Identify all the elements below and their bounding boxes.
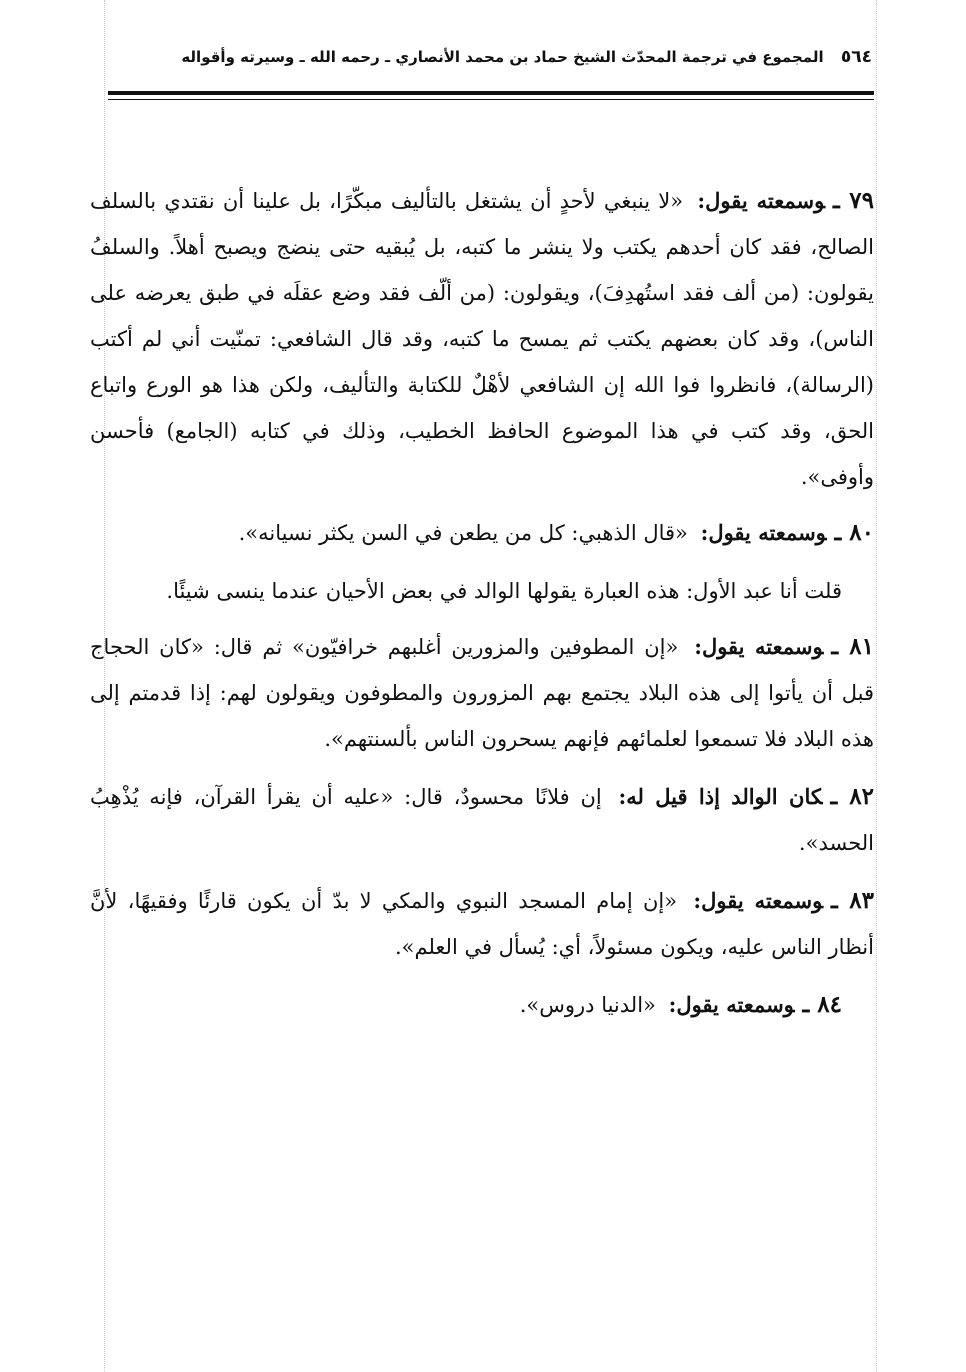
entry-number: ٧٩ ـ xyxy=(832,187,875,214)
page-body xyxy=(90,178,874,1040)
entry-lead: وسمعته يقول: xyxy=(693,888,823,913)
entry-number: ٨٠ ـ xyxy=(834,519,874,546)
page-number: ٥٦٤ xyxy=(840,47,872,67)
entry-text: «لا ينبغي لأحدٍ أن يشتغل بالتأليف مبكّرًا، بل علينا أن نقتدي بالسلف الصالح، فقد كان أحدهم يكتب ولا ينشر ما كتبه، بل يُبقيه حتى ينضج ويصبح أهلاً. والسلفُ يقولون: (من ألف فقد استُهدِفَ)، ويقولون: (من ألّف فقد وضع عقلَه في طبق يعرضه على الناس)، وقد كان بعضهم يكتب ثم يمسح ما كتبه، وقد قال الشافعي: تمنّيت أني لم أكتب (الرسالة)، فانظروا فوا الله إن الشافعي لأهْلٌ للكتابة والتأليف، ولكن هذا هو الورع واتباع الحق، وقد كتب في هذا الموضوع الحافظ الخطيب، وذلك في كتابه (الجامع) فأحسن وأوفى». xyxy=(90,189,875,489)
entry-80 xyxy=(90,510,874,556)
header-rule-thick xyxy=(108,91,874,95)
entry-text: «قال الذهبي: كل من يطعن في السن يكثر نسيانه». xyxy=(238,521,688,545)
entry-text: «الدنيا دروس». xyxy=(519,993,656,1017)
entry-number: ٨٤ ـ xyxy=(802,991,842,1018)
entry-lead: وسمعته يقول: xyxy=(700,520,827,545)
entry-82 xyxy=(90,774,874,866)
entry-text: «إن إمام المسجد النبوي والمكي لا بدّ أن يكون قارئًا وفقيهًا، لأنَّ أنظار الناس عليه، ويكون مسئولاً، أي: يُسأل في العلم». xyxy=(90,889,874,959)
running-title: المجموع في ترجمة المحدّث الشيخ حماد بن محمد الأنصاري ـ رحمه الله ـ وسيرته وأقواله xyxy=(181,48,824,66)
right-margin-guide xyxy=(876,0,877,1372)
entry-lead: كان الوالد إذا قيل له: xyxy=(618,784,823,809)
entry-text: إن فلانًا محسودٌ، قال: «عليه أن يقرأ القرآن، فإنه يُذْهِبُ الحسد». xyxy=(90,785,874,855)
entry-number: ٨٢ ـ xyxy=(830,783,874,810)
entry-84 xyxy=(90,982,874,1028)
entry-lead: وسمعته يقول: xyxy=(668,992,795,1017)
entry-text: «إن المطوفين والمزورين أغلبهم خرافيّون» ثم قال: «كان الحجاج قبل أن يأتوا إلى هذه البلاد يجتمع بهم المزورون والمطوفون ويقولون لهم: إذا قدمتم إلى هذه البلاد فلا تسمعوا لعلمائهم فإنهم يسحرون الناس بألسنتهم». xyxy=(90,635,874,751)
author-note xyxy=(90,568,874,614)
note-text: قلت أنا عبد الأول: هذه العبارة يقولها الوالد في بعض الأحيان عندما ينسى شيئًا. xyxy=(166,579,842,603)
entry-number: ٨١ ـ xyxy=(831,633,875,660)
entry-79 xyxy=(90,178,874,500)
entry-number: ٨٣ ـ xyxy=(830,887,874,914)
running-header xyxy=(181,42,872,72)
entry-83 xyxy=(90,878,874,970)
entry-81 xyxy=(90,624,874,762)
entry-lead: وسمعته يقول: xyxy=(697,188,825,213)
header-rule-thin xyxy=(108,99,874,100)
entry-lead: وسمعته يقول: xyxy=(694,634,824,659)
